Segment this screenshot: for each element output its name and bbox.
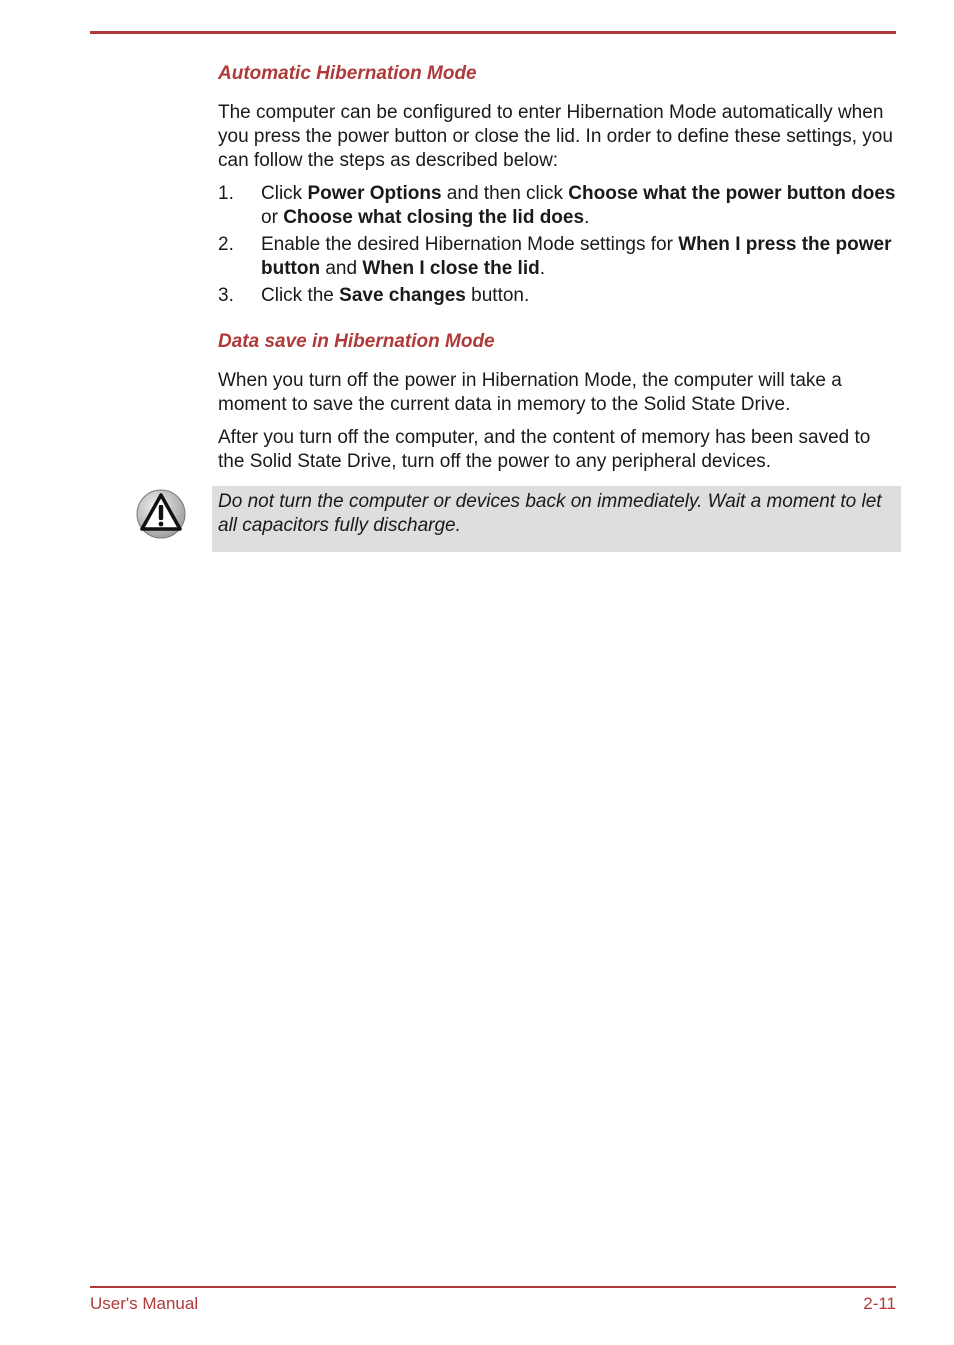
step-text-segment: button. [465, 285, 530, 306]
footer-rule [90, 1286, 896, 1288]
list-item [218, 284, 902, 308]
bold-ui-term: When I close the lid [362, 258, 540, 279]
step-text-segment: or [261, 207, 284, 228]
step-text-segment: Click [261, 183, 308, 204]
list-item-number: 1. [218, 183, 234, 204]
list-item [218, 233, 902, 281]
list-item-text [261, 234, 891, 279]
bold-ui-term: Choose what the power button does [568, 183, 896, 204]
section-heading-automatic-hibernation: Automatic Hibernation Mode [218, 63, 477, 84]
step-text-segment: Click the [261, 285, 340, 306]
list-item-text [261, 183, 896, 228]
section-heading-data-save: Data save in Hibernation Mode [218, 331, 495, 352]
data-save-paragraph-2: After you turn off the computer, and the content of memory has been saved to the Solid State Drive, turn off the power to any peripheral devices. [218, 427, 871, 472]
step-text-segment: Enable the desired Hibernation Mode settings for [261, 234, 679, 255]
bold-ui-term: When I press the power button [261, 234, 892, 279]
steps-list [218, 182, 902, 308]
footer-page-number: 2-11 [863, 1294, 896, 1313]
step-text-segment: and [320, 258, 363, 279]
footer-manual-title: User's Manual [90, 1294, 199, 1313]
step-text-segment: . [584, 207, 590, 228]
bold-ui-term: Power Options [307, 183, 442, 204]
caution-text: Do not turn the computer or devices back on immediately. Wait a moment to let all capacitors fully discharge. [218, 491, 882, 536]
header-rule [90, 31, 896, 34]
list-item-number: 3. [218, 285, 234, 306]
list-item [218, 182, 902, 230]
data-save-paragraph-1: When you turn off the power in Hibernation Mode, the computer will take a moment to save the current data in memory to the Solid State Drive. [218, 370, 842, 415]
intro-paragraph: The computer can be configured to enter Hibernation Mode automatically when you press the power button or close the lid. In order to define these settings, you can follow the steps as described below: [218, 102, 893, 171]
page-content [218, 60, 902, 474]
list-item-text [261, 285, 529, 306]
list-item-number: 2. [218, 234, 234, 255]
bold-ui-term: Choose what closing the lid does [283, 207, 585, 228]
step-text-segment: and then click [441, 183, 569, 204]
step-text-segment: . [539, 258, 545, 279]
bold-ui-term: Save changes [339, 285, 466, 306]
caution-box [212, 486, 901, 552]
warning-triangle-icon [136, 489, 186, 539]
